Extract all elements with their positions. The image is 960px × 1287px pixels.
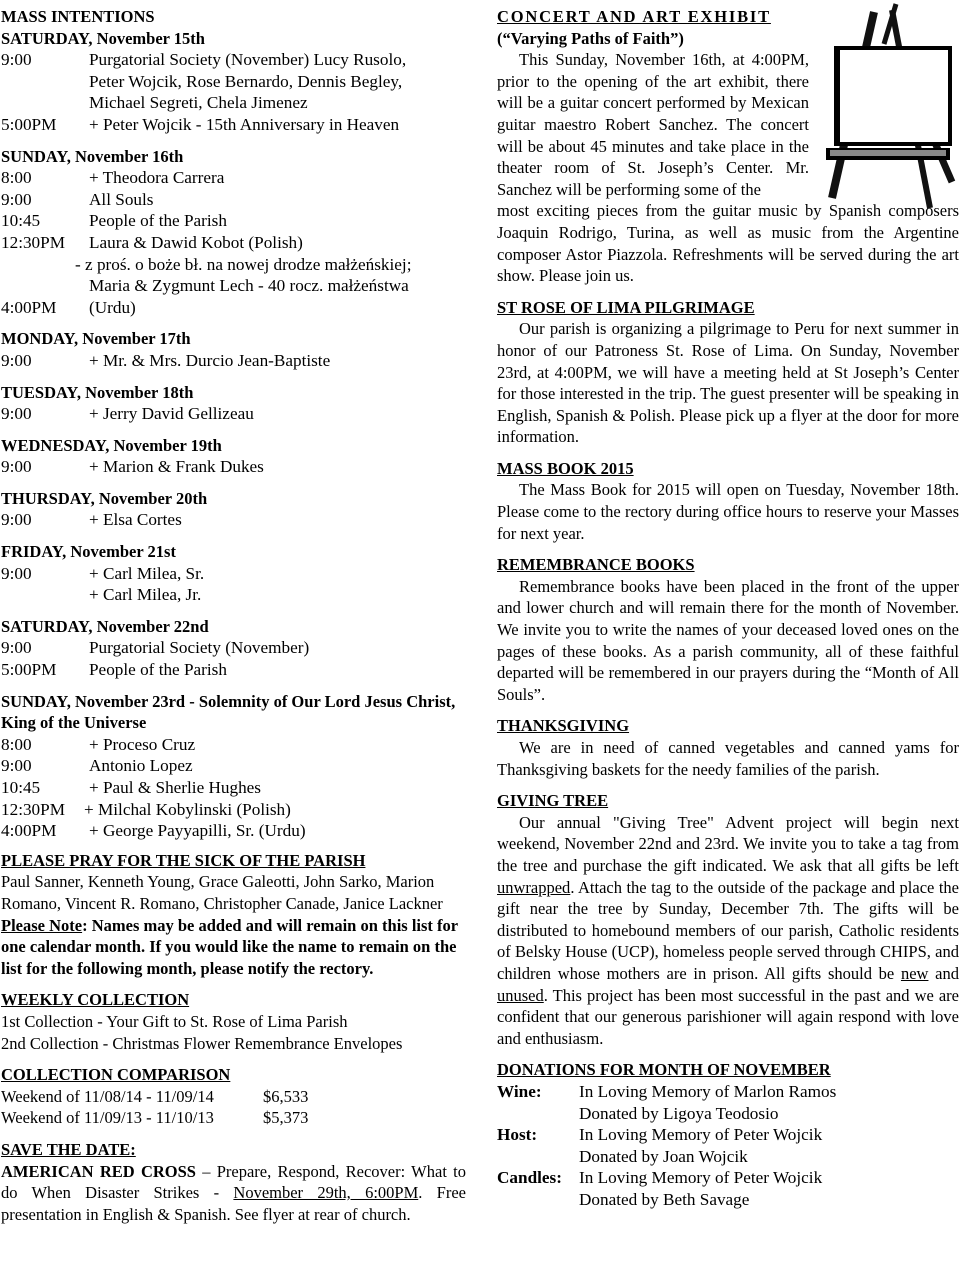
donation-donor: Donated by Ligoya Teodosio — [579, 1103, 779, 1123]
save-the-date-text: AMERICAN RED CROSS – Prepare, Respond, Recover: What to do When Disaster Strikes - November 29th, 6:00PM. Free presentation in English & Spanish. See flyer at rear of church. — [1, 1161, 466, 1224]
pilgrimage-body: Our parish is organizing a pilgrimage to Peru for next summer in honor of our Patroness St. Rose of Lima. On Sunday, November 23rd, at 4:00PM, we will have a meeting held at St Joseph’s Center for those interested in the trip. The guest presenter will be speaking in English, Spanish & Polish. Please pick up a flyer at the door for more information. — [497, 319, 959, 447]
mass-entry: 4:00PM + George Payyapilli, Sr. (Urdu) — [1, 821, 306, 841]
remembrance-books-title: REMEMBRANCE BOOKS — [497, 555, 695, 575]
mass-entry: 5:00PM + Peter Wojcik - 15th Anniversary in Heaven — [1, 114, 400, 134]
remembrance-books-body: Remembrance books have been placed in the front of the upper and lower church and will remain there for the month of November. We invite you to write the names of your deceased loved ones on the pages of these books. As a parish community, all of these faithful departed will be remembered in our prayers during the “Month of All Souls”. — [497, 576, 959, 704]
mass-entry-continued: - z proś. o boże bł. na nowej drodze małżeńskiej; — [75, 254, 412, 274]
mass-entry: 9:00 + Carl Milea, Sr. — [1, 563, 205, 583]
mass-intentions-title: MASS INTENTIONS — [1, 7, 155, 26]
day-heading: SATURDAY, November 15th — [1, 28, 205, 48]
donation-item: Host: In Loving Memory of Peter Wojcik — [497, 1125, 823, 1145]
concert-body-continued: most exciting pieces from the guitar music by Spanish composers Joaquin Rodrigo, Turina, as well as music from the Argentine composer Astor Piazzola. Refreshments will be served during the art show. Please join us. — [497, 201, 959, 286]
save-the-date-title: SAVE THE DATE: — [1, 1139, 136, 1159]
weekly-collection-title: WEEKLY COLLECTION — [1, 990, 190, 1010]
sick-list — [1, 871, 466, 979]
mass-entry-continued: + Carl Milea, Jr. — [89, 585, 202, 605]
mass-entry: 4:00PM (Urdu) — [1, 297, 136, 317]
day-heading: SATURDAY, November 22nd — [1, 616, 209, 636]
mass-entry: 12:30PM Laura & Dawid Kobot (Polish) — [1, 232, 303, 252]
comparison-row: Weekend of 11/08/14 - 11/09/14 $6,533 — [1, 1086, 309, 1106]
comparison-row: Weekend of 11/09/13 - 11/10/13 $5,373 — [1, 1108, 309, 1128]
sick-list-title: PLEASE PRAY FOR THE SICK OF THE PARISH — [1, 850, 366, 870]
collection-comparison-title: COLLECTION COMPARISON — [1, 1065, 231, 1085]
concert-title: CONCERT AND ART EXHIBIT — [497, 7, 771, 26]
mass-entry-continued: Peter Wojcik, Rose Bernardo, Dennis Begley, — [89, 71, 403, 91]
mass-entry: 8:00 + Proceso Cruz — [1, 734, 196, 754]
concert-body: This Sunday, November 16th, at 4:00PM, prior to the opening of the art exhibit, there will be a guitar concert performed by Mexican guitar maestro Robert Sanchez. The concert will be about 45 minutes and take place in the theater room of St. Joseph’s Center. Mr. Sanchez will be performing some of the — [497, 50, 809, 199]
pilgrimage-title: ST ROSE OF LIMA PILGRIMAGE — [497, 297, 755, 317]
mass-entry: 10:45 People of the Parish — [1, 211, 227, 231]
giving-tree-body: Our annual "Giving Tree" Advent project will begin next weekend, November 22nd and 23rd. We invite you to take a tag from the tree and purchase the gift indicated. We ask that all gifts be left unwrapped. Attach the tag to the outside of the package and place the gift near the tree by Sunday, December 7th. The gifts will be distributed to homebound members of our parish, Catholic residents of Belsky House (UCP), homeless people served through CHIPS, and children whose mothers are in prison. All gifts should be new and unused. This project has been most successful in the past and we are confident that our generous parishioner will again respond with love and enthusiasm. — [497, 812, 959, 1048]
donation-item: Wine: In Loving Memory of Marlon Ramos — [497, 1081, 837, 1101]
mass-entry: 5:00PM People of the Parish — [1, 660, 227, 680]
mass-entry: 9:00 All Souls — [1, 189, 154, 209]
donation-donor: Donated by Joan Wojcik — [579, 1146, 748, 1166]
giving-tree-title: GIVING TREE — [497, 791, 609, 811]
donations-title: DONATIONS FOR MONTH OF NOVEMBER — [497, 1060, 831, 1080]
day-heading: THURSDAY, November 20th — [1, 488, 208, 508]
weekly-collection-line: 1st Collection - Your Gift to St. Rose of Lima Parish — [1, 1011, 348, 1031]
mass-entry: 9:00 + Jerry David Gellizeau — [1, 404, 254, 424]
donation-donor: Donated by Beth Savage — [579, 1189, 750, 1209]
mass-entry: 9:00 Purgatorial Society (November) — [1, 638, 310, 658]
mass-entry: 9:00 + Elsa Cortes — [1, 510, 182, 530]
mass-entry: 8:00 + Theodora Carrera — [1, 168, 225, 188]
day-heading: MONDAY, November 17th — [1, 329, 191, 349]
mass-entry: 9:00 + Mr. & Mrs. Durcio Jean-Baptiste — [1, 350, 331, 370]
mass-book-body: The Mass Book for 2015 will open on Tuesday, November 18th. Please come to the rectory during office hours to reserve your Masses for next year. — [497, 480, 959, 543]
day-heading: FRIDAY, November 21st — [1, 542, 176, 562]
weekly-collection-line: 2nd Collection - Christmas Flower Remembrance Envelopes — [1, 1033, 403, 1053]
mass-entry-continued: Michael Segreti, Chela Jimenez — [89, 93, 308, 113]
day-heading: WEDNESDAY, November 19th — [1, 435, 222, 455]
day-heading: SUNDAY, November 23rd - Solemnity of Our Lord Jesus Christ, King of the Universe — [1, 691, 456, 733]
mass-entry: 12:30PM + Milchal Kobylinski (Polish) — [1, 799, 291, 819]
day-heading: SUNDAY, November 16th — [1, 146, 184, 166]
mass-intentions-column — [1, 6, 466, 1225]
announcements-column — [497, 6, 959, 1210]
concert-subtitle: (“Varying Paths of Faith”) — [497, 28, 684, 48]
donation-item: Candles: In Loving Memory of Peter Wojcik — [497, 1168, 823, 1188]
sick-names: Paul Sanner, Kenneth Young, Grace Galeotti, John Sarko, Marion Romano, Vincent R. Romano, Christopher Canade, Janice Lackner — [1, 872, 443, 913]
mass-entry: 10:45 + Paul & Sherlie Hughes — [1, 778, 262, 797]
day-heading: TUESDAY, November 18th — [1, 382, 194, 402]
mass-entry: 9:00 + Marion & Frank Dukes — [1, 457, 264, 477]
thanksgiving-title: THANKSGIVING — [497, 716, 630, 736]
mass-entry: 9:00 Purgatorial Society (November) Lucy Rusolo, — [1, 50, 407, 70]
mass-book-title: MASS BOOK 2015 — [497, 458, 634, 478]
mass-entry-continued: Maria & Zygmunt Lech - 40 rocz. małżeństwa — [89, 276, 409, 296]
note-text: : Names may be added and will remain on this list for one calendar month. If you would like the name to remain on the list for the following month, please notify the rectory. — [1, 915, 458, 978]
thanksgiving-body: We are in need of canned vegetables and canned yams for Thanksgiving baskets for the needy families of the parish. — [497, 738, 959, 779]
mass-entry: 9:00 Antonio Lopez — [1, 756, 193, 776]
note-label: Please Note — [1, 915, 83, 935]
